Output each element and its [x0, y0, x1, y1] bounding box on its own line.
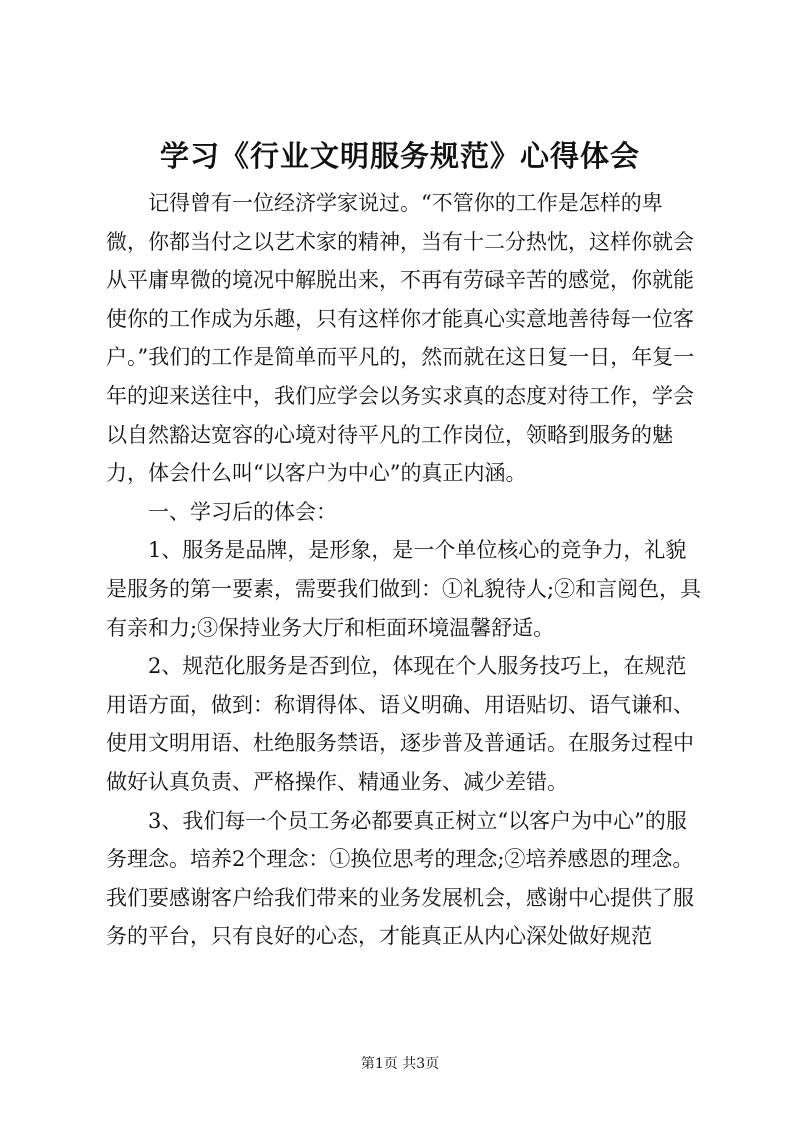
paragraph-point-1: 1、服务是品牌，是形象，是一个单位核心的竞争力，礼貌是服务的第一要素，需要我们做到：①礼貌待人;②和言阅色，具有亲和力;③保持业务大厅和柜面环境温馨舒适。: [106, 538, 702, 640]
document-body: [106, 184, 702, 956]
paragraph-point-2: 2、规范化服务是否到位，体现在个人服务技巧上，在规范用语方面，做到：称谓得体、语义明确、用语贴切、语气谦和、使用文明用语、杜绝服务禁语，逐步普及普通话。在服务过程中做好认真负责、严格操作、精通业务、减少差错。: [106, 654, 694, 794]
paragraph-point-3: 3、我们每一个员工务必都要真正树立“以客户为中心”的服务理念。培养2个理念：①换位思考的理念;②培养感恩的理念。我们要感谢客户给我们带来的业务发展机会，感谢中心提供了服务的平台，只有良好的心态，才能真正从内心深处做好规范: [106, 808, 694, 949]
paragraph-intro: 记得曾有一位经济学家说过。“不管你的工作是怎样的卑微，你都当付之以艺术家的精神，当有十二分热忱，这样你就会从平庸卑微的境况中解脱出来，不再有劳碌辛苦的感觉，你就能使你的工作成为乐趣，只有这样你才能真心实意地善待每一位客户。”我们的工作是简单而平凡的，然而就在这日复一日，年复一年的迎来送往中，我们应学会以务实求真的态度对待工作，学会以自然豁达宽容的心境对待平凡的工作岗位，领略到服务的魅力，体会什么叫“以客户为中心”的真正内涵。: [106, 191, 695, 486]
document-title: 学习《行业文明服务规范》心得体会: [159, 139, 640, 173]
paragraph-section-heading: 一、学习后的体会：: [148, 499, 337, 524]
page-number-footer: 第1页 共3页: [360, 1056, 440, 1072]
